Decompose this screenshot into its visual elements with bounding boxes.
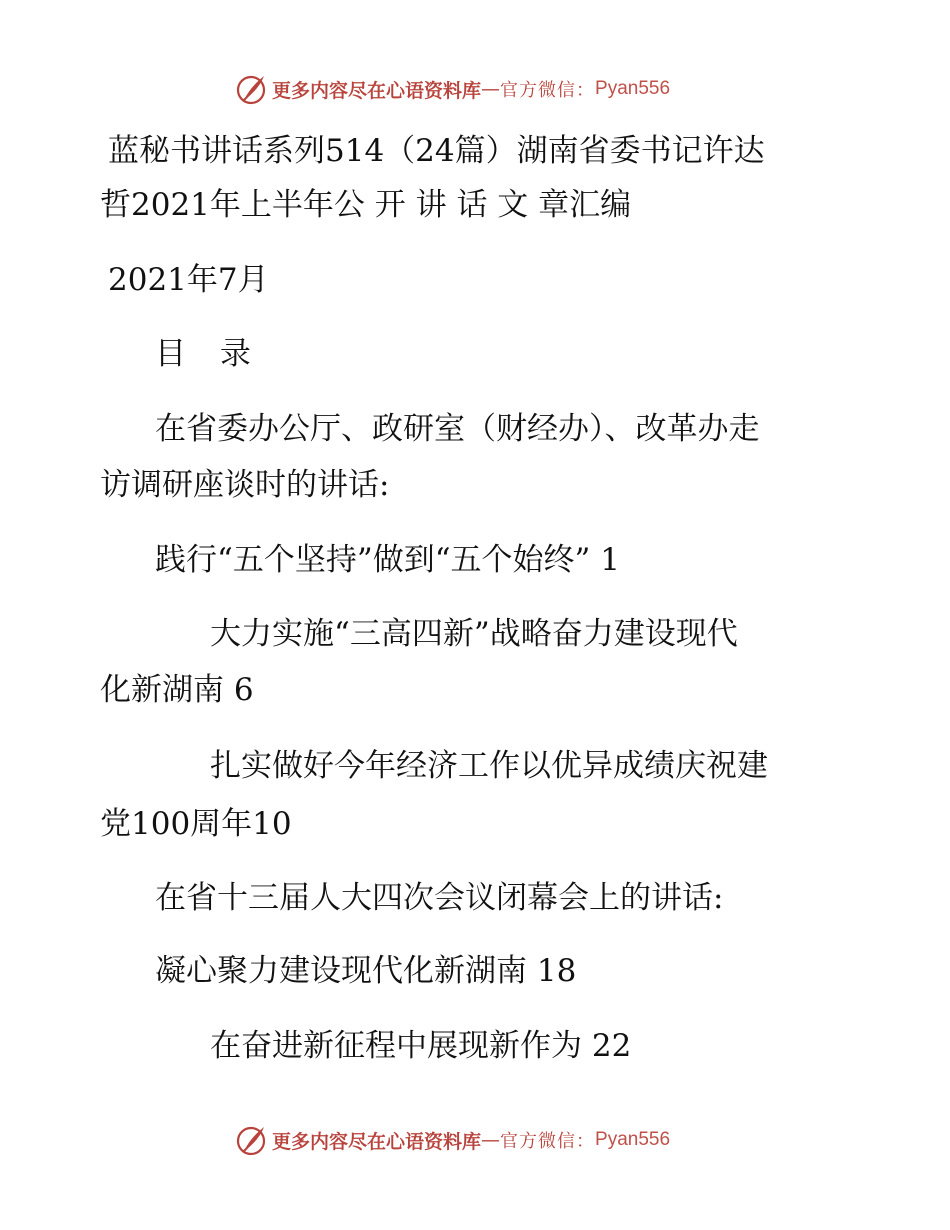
watermark-brand: 更多内容尽在心语资料库 — [272, 79, 482, 102]
quill-logo-icon — [234, 1123, 268, 1157]
toc-entry: 党100周年10 — [100, 806, 292, 842]
doc-title-line-1: 蓝秘书讲话系列514（24篇）湖南省委书记许达 — [108, 133, 765, 169]
toc-entry: 在省十三届人大四次会议闭幕会上的讲话: — [155, 880, 724, 916]
watermark-header — [234, 72, 670, 106]
quill-logo-icon — [234, 72, 268, 106]
watermark-separator: — — [481, 1129, 501, 1151]
toc-entry: 践行“五个坚持”做到“五个始终” 1 — [155, 542, 620, 578]
doc-title-line-2: 哲2021年上半年公 开 讲 话 文 章汇编 — [100, 187, 632, 223]
toc-entry: 扎实做好今年经济工作以优异成绩庆祝建 — [210, 748, 768, 784]
toc-entry: 化新湖南 6 — [100, 672, 254, 708]
watermark-label: 官方微信： — [500, 80, 596, 101]
toc-entry: 大力实施“三高四新”战略奋力建设现代 — [210, 616, 738, 652]
toc-entry: 在奋进新征程中展现新作为 22 — [210, 1028, 632, 1064]
toc-entry: 凝心聚力建设现代化新湖南 18 — [155, 953, 577, 989]
watermark-footer — [234, 1123, 670, 1157]
watermark-wechat-id: Pyan556 — [595, 78, 671, 99]
doc-date: 2021年7月 — [108, 262, 269, 298]
watermark-separator: — — [481, 78, 501, 100]
watermark-brand: 更多内容尽在心语资料库 — [272, 1130, 482, 1153]
toc-entry: 访调研座谈时的讲话: — [100, 467, 390, 503]
watermark-label: 官方微信： — [500, 1131, 596, 1152]
watermark-wechat-id: Pyan556 — [595, 1129, 671, 1150]
toc-heading: 目 录 — [155, 336, 263, 372]
toc-entry: 在省委办公厅、政研室（财经办）、改革办走 — [155, 411, 760, 447]
